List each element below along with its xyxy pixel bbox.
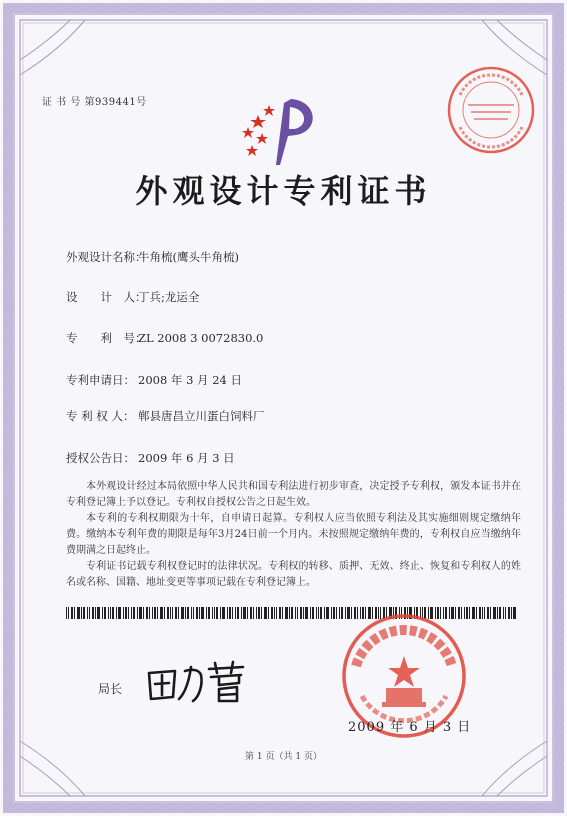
field-label: 专 利 号： [66,331,147,345]
certificate-number: 证 书 号 第939441号 [42,97,147,108]
field-label: 设 计 人： [66,290,147,304]
body-paragraph: 专利证书记载专利权登记时的法律状况。专利权的转移、质押、无效、终止、恢复和专利权人的姓名或名称、国籍、地址变更等事项记载在专利登记簿上。 [66,561,521,588]
field-value: ZL 2008 3 0072830.0 [138,331,264,345]
field-label: 专利申请日： [66,373,135,387]
seal-date: 2009 年 6 月 3 日 [348,720,472,735]
field-value: 郸县唐昌立川蛋白饲料厂 [138,409,265,423]
field-value: 牛角梳(鹰头牛角梳) [138,250,239,264]
director-label: 局长 [98,682,123,696]
field-label: 外观设计名称： [66,250,147,264]
patent-office-emblem-icon [236,95,326,167]
body-paragraph: 本专利的专利权期限为十年，自申请日起算。专利权人应当依照专利法及其实施细则规定缴纳年费。缴纳本专利年费的期限是每年3月24日前一个月内。未按照规定缴纳年费的，专利权自应当缴纳年费期满之日起终止。 [66,513,521,556]
field-application-date [66,372,242,388]
field-patent-number [66,330,263,346]
page-number: 第 1 页（共 1 页） [245,752,322,762]
director-signature-icon [145,657,255,707]
field-design-name [66,249,239,265]
field-label: 专 利 权 人： [66,409,135,423]
page-title: 外观设计专利证书 [135,172,432,210]
field-designer [66,289,199,305]
field-patentee [66,408,265,424]
certificate-body [66,479,521,591]
field-publication-date [66,450,235,466]
field-value: 2009 年 6 月 3 日 [138,451,235,465]
body-paragraph: 本外观设计经过本局依照中华人民共和国专利法进行初步审查，决定授予专利权，颁发本证书并在专利登记簿上予以登记。专利权自授权公告之日起生效。 [66,481,521,508]
agency-seal-icon [446,65,536,155]
field-value: 2008 年 3 月 24 日 [138,373,242,387]
field-value: 丁兵;龙运全 [138,290,200,304]
field-label: 授权公告日： [66,451,135,465]
